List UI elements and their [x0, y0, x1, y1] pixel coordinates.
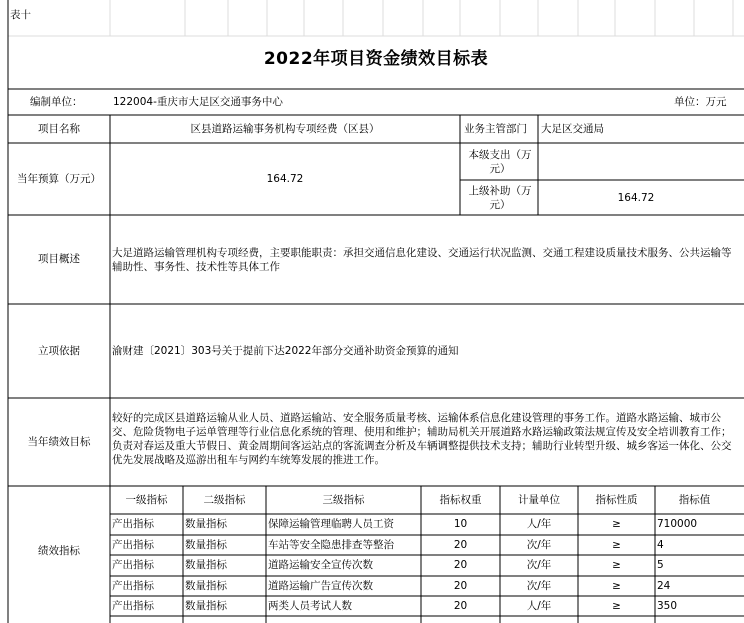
table-row-4-unit: 次/年 [526, 580, 552, 592]
budget-value: 164.72 [266, 173, 304, 185]
table-row-4-level1: 产出指标 [112, 580, 154, 592]
table-row-1-value: 710000 [657, 518, 698, 530]
table-row-1-weight: 10 [453, 518, 468, 530]
table-row-2-level1: 产出指标 [112, 539, 154, 551]
header-nature: 指标性质 [595, 494, 638, 506]
local-expense-label: 本级支出（万元） [468, 149, 532, 175]
table-row-2-unit: 次/年 [526, 539, 552, 551]
indicators-label: 绩效指标 [38, 545, 80, 557]
table-row-3-level3: 道路运输安全宣传次数 [268, 559, 373, 571]
page-title: 2022年项目资金绩效目标表 [263, 49, 489, 69]
project-name-value: 区县道路运输事务机构专项经费（区县） [190, 123, 380, 135]
table-row-1-level1: 产出指标 [112, 518, 154, 530]
overview-text: 大足道路运输管理机构专项经费，主要职能职责：承担交通信息化建设、交通运行状况监测、交通工程建设质量技术服务、公共运输等辅助性、事务性、技术性等具体工作 [112, 247, 732, 273]
table-row-5-level2: 数量指标 [185, 600, 227, 612]
dept-value: 大足区交通局 [541, 123, 604, 135]
header-weight: 指标权重 [439, 494, 482, 506]
table-row-3-level2: 数量指标 [185, 559, 227, 571]
sheet-label: 表十 [10, 9, 31, 21]
unit-value: 122004-重庆市大足区交通事务中心 [113, 96, 283, 108]
table-row-5-value: 350 [657, 600, 678, 612]
table-row-2-value: 4 [657, 539, 664, 551]
table-row-3-level1: 产出指标 [112, 559, 154, 571]
basis-label: 立项依据 [38, 345, 80, 357]
header-level3: 三级指标 [322, 494, 365, 506]
table-row-3-weight: 20 [453, 559, 468, 571]
table-row-4-level3: 道路运输广告宣传次数 [268, 580, 373, 592]
header-level1: 一级指标 [125, 494, 168, 506]
currency-label: 单位：万元 [674, 96, 727, 108]
table-row-3-value: 5 [657, 559, 664, 571]
table-row-5-nature: ≥ [612, 600, 621, 612]
table-row-1-level3: 保障运输管理临聘人员工资 [268, 518, 394, 530]
table-row-3-unit: 次/年 [526, 559, 552, 571]
unit-label: 编制单位： [30, 96, 83, 108]
table-row-5-unit: 人/年 [526, 600, 552, 612]
goal-label: 当年绩效目标 [27, 436, 91, 448]
table-row-4-nature: ≥ [612, 580, 621, 592]
table-row-4-level2: 数量指标 [185, 580, 227, 592]
budget-label: 当年预算（万元） [17, 173, 101, 185]
header-value: 指标值 [678, 494, 711, 506]
table-row-4-weight: 20 [453, 580, 468, 592]
dept-label: 业务主管部门 [464, 123, 527, 135]
project-name-label: 项目名称 [38, 123, 80, 135]
table-row-4-value: 24 [657, 580, 671, 592]
table-row-2-nature: ≥ [612, 539, 621, 551]
goal-text: 较好的完成区县道路运输从业人员、道路运输站、安全服务质量考核、运输体系信息化建设管理的事务工作。道路水路运输、城市公交、危险货物电子运单管理等行业信息化系统的管理、使用和维护；辅助局机关开展道路水路运输政策法规宣传及安全培训教育工作；负责对春运及重大节假日、黄金周期间客运站点的客流调查分析及车辆调整提供技术支持；辅助行业转型升级、城乡客运一体化、公交优先发展战略及巡游出租车与网约车统筹发展的推进工作。 [112, 412, 732, 466]
table-row-2-level2: 数量指标 [185, 539, 227, 551]
overview-label: 项目概述 [38, 253, 80, 265]
table-row-2-weight: 20 [453, 539, 468, 551]
basis-text: 渝财建〔2021〕303号关于提前下达2022年部分交通补助资金预算的通知 [112, 345, 459, 357]
table-row-1-nature: ≥ [612, 518, 621, 530]
table-row-1-unit: 人/年 [526, 518, 552, 530]
table-row-2-level3: 车站等安全隐患排查等整治 [268, 539, 394, 551]
header-level2: 二级指标 [203, 494, 246, 506]
table-row-5-weight: 20 [453, 600, 468, 612]
table-row-5-level3: 两类人员考试人数 [268, 600, 352, 612]
upper-subsidy-label: 上级补助（万元） [468, 185, 532, 211]
table-row-5-level1: 产出指标 [112, 600, 154, 612]
header-unit: 计量单位 [518, 494, 560, 506]
table-row-3-nature: ≥ [612, 559, 621, 571]
table-row-1-level2: 数量指标 [185, 518, 227, 530]
upper-subsidy-value: 164.72 [617, 192, 655, 204]
